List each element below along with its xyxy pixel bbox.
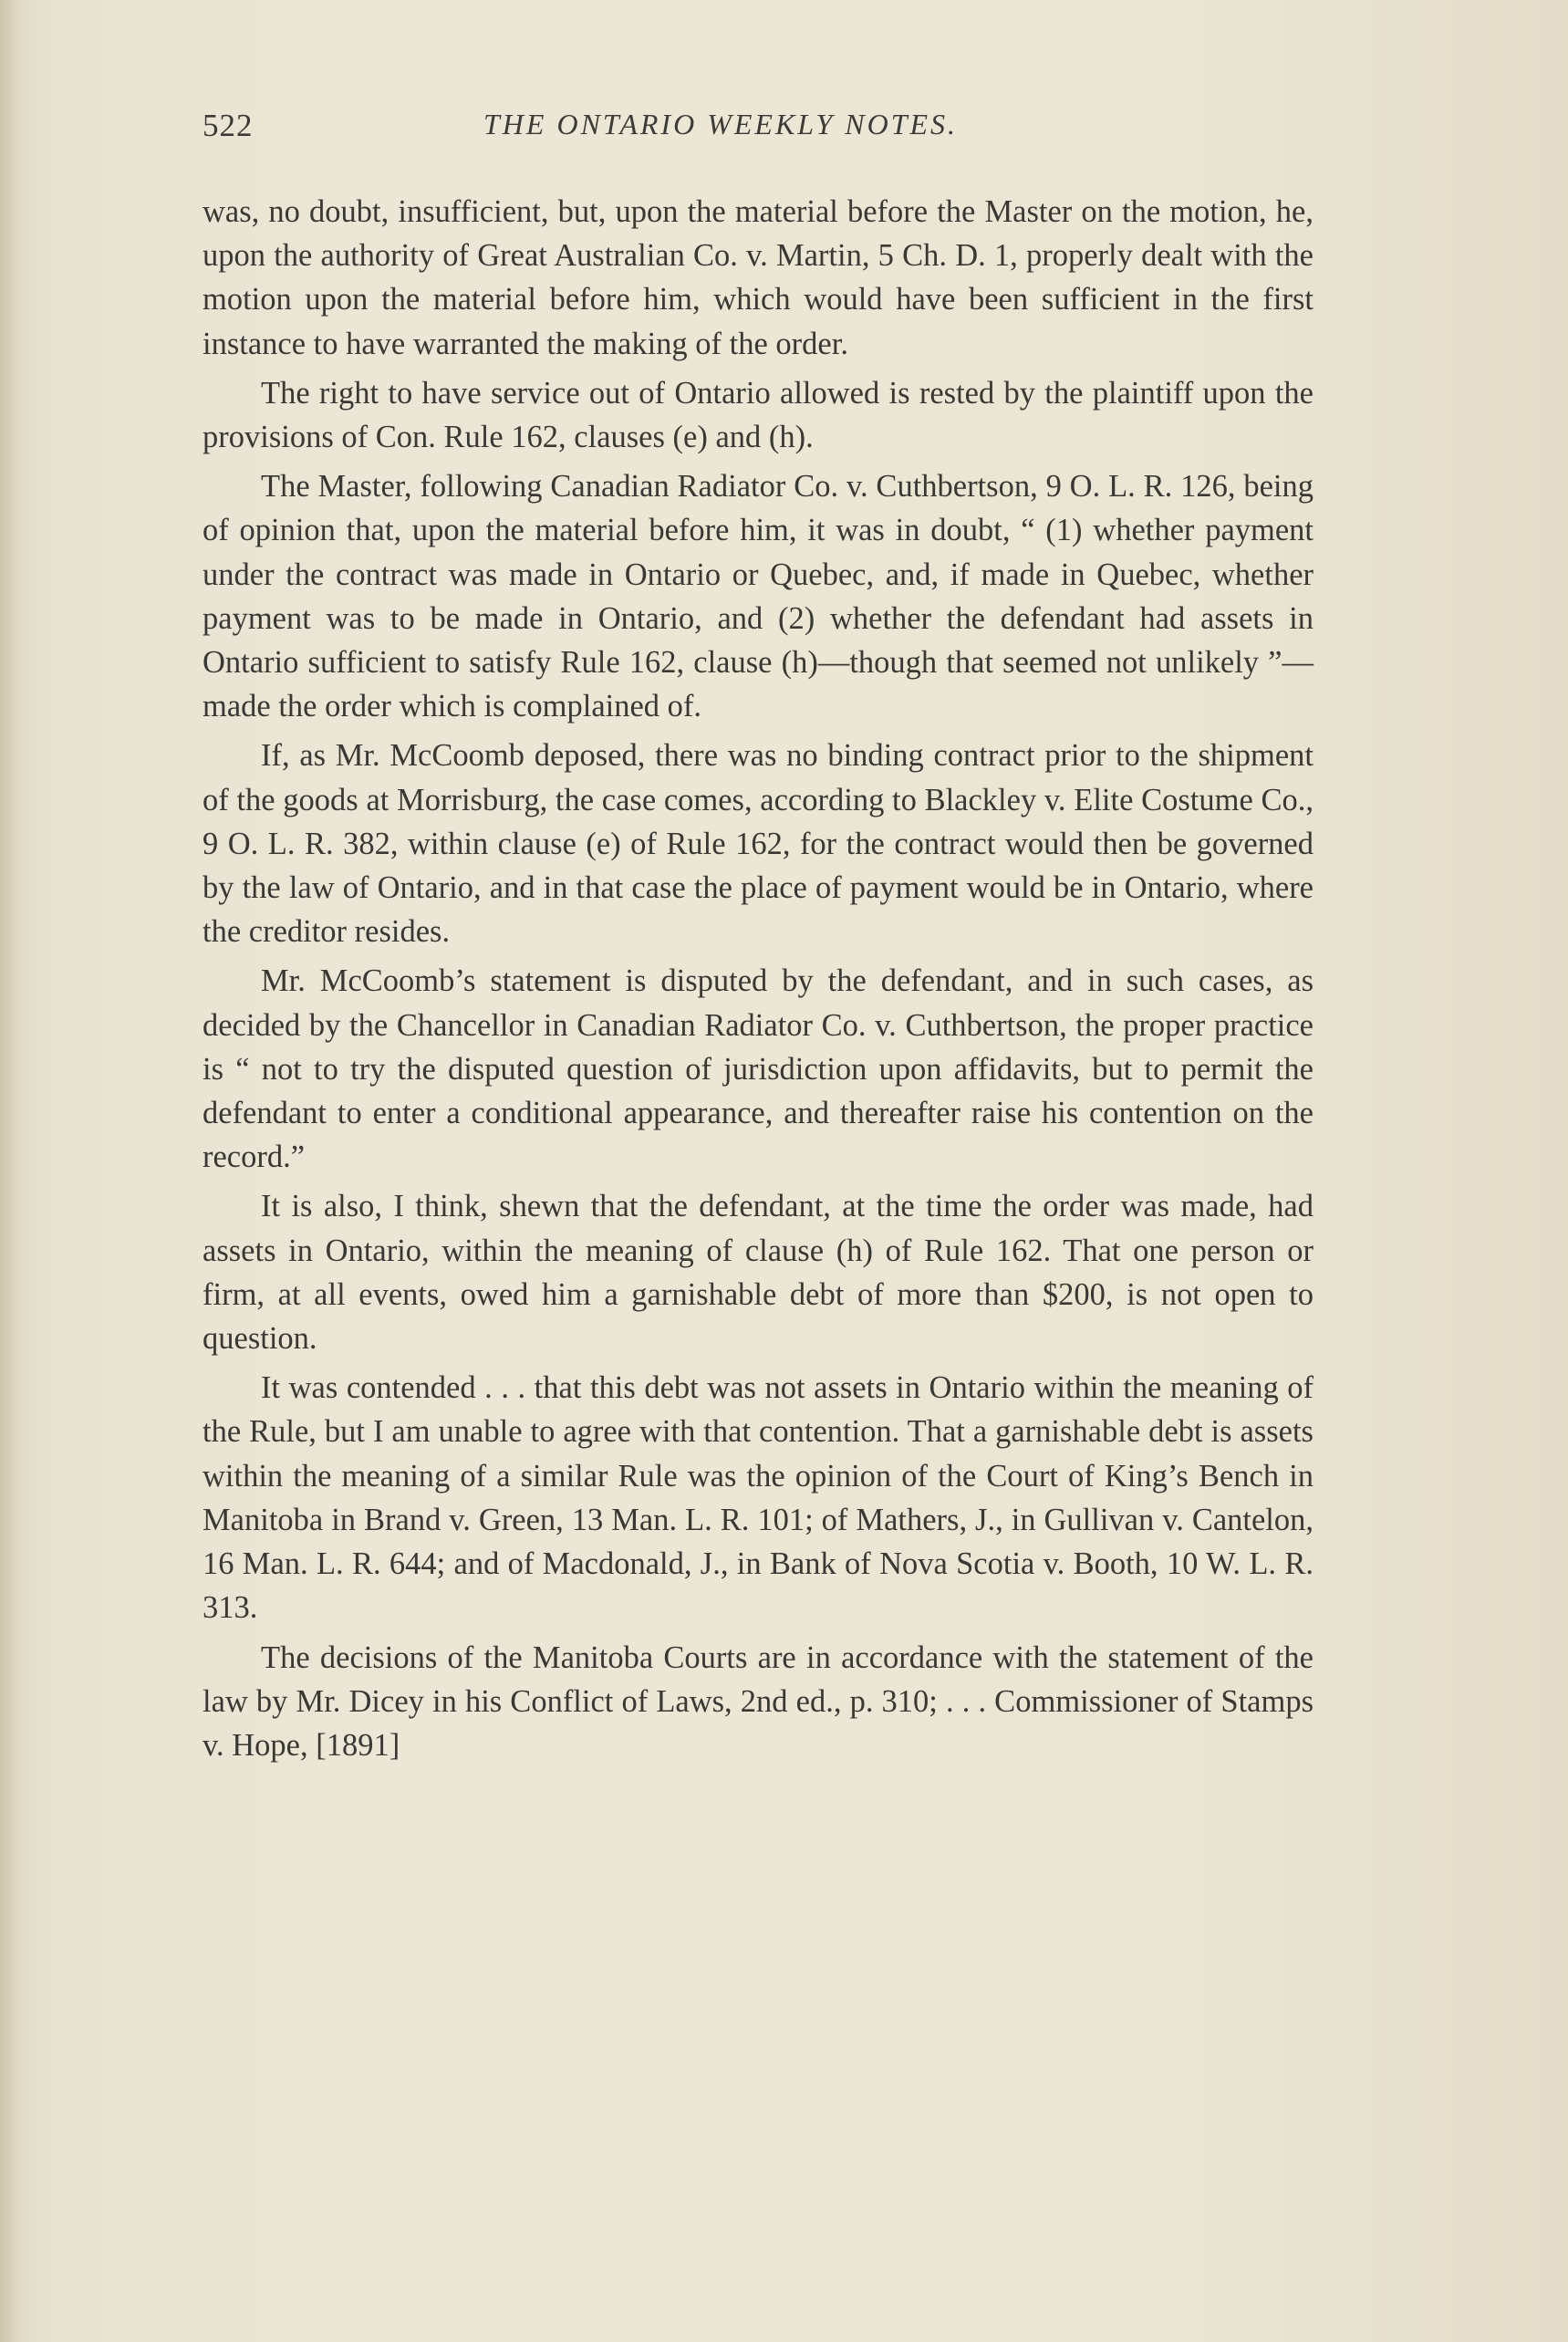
paragraph-6: It is also, I think, shewn that the defendant, at the time the order was made, had assets in Ontario, within the meaning of clause (h) of Rule 162. That one person or firm, at all events, owed him a garnishable debt of more than $200, is not open to question. — [202, 1189, 1314, 1357]
paragraph-3: The Master, following Canadian Radiator Co. v. Cuthbertson, 9 O. L. R. 126, being of opinion that, upon the material before him, it was in doubt, “ (1) whether payment under the contract was made in Ontario or Quebec, and, if made in Quebec, whether payment was to be made in Ontario, and (2) whether the defendant had assets in Ontario sufficient to satisfy Rule 162, clause (h)—though that seemed not unlikely ”—made the order which is complained of. — [202, 469, 1314, 724]
paragraph-4: If, as Mr. McCoomb deposed, there was no binding contract prior to the shipment of the goods at Morrisburg, the case comes, according to Blackley v. Elite Costume Co., 9 O. L. R. 382, within clause (e) of Rule 162, for the contract would then be governed by the law of Ontario, and in that case the place of payment would be in Ontario, where the creditor resides. — [202, 738, 1314, 950]
running-title: THE ONTARIO WEEKLY NOTES. — [483, 108, 959, 141]
paragraph-5: Mr. McCoomb’s statement is disputed by the defendant, and in such cases, as decided by the Chancellor in Canadian Radiator Co. v. Cuthbertson, the proper practice is “ not to try the disputed question of jurisdiction upon affidavits, but to permit the defendant to enter a conditional appearance, and thereafter raise his contention on the record.” — [202, 963, 1314, 1175]
page-header — [202, 108, 1315, 162]
paragraph-2: The right to have service out of Ontario allowed is rested by the plaintiff upon the provisions of Con. Rule 162, clauses (e) and (h). — [202, 375, 1314, 455]
paragraph-1: was, no doubt, insufficient, but, upon the material before the Master on the motion, he, upon the authority of Great Australian Co. v. Martin, 5 Ch. D. 1, properly dealt with the motion upon the material before him, which would have been sufficient in the first instance to have warranted the making of the order. — [202, 194, 1314, 361]
page-number: 522 — [202, 108, 254, 143]
paragraph-8: The decisions of the Manitoba Courts are in accordance with the statement of the law by Mr. Dicey in his Conflict of Laws, 2nd ed., p. 310; . . . Commissioner of Stamps v. Hope, [1891] — [202, 1639, 1314, 1763]
paragraph-7: It was contended . . . that this debt was not assets in Ontario within the meaning of the Rule, but I am unable to agree with that contention. That a garnishable debt is assets within the meaning of a similar Rule was the opinion of the Court of King’s Bench in Manitoba in Brand v. Green, 13 Man. L. R. 101; of Mathers, J., in Gullivan v. Cantelon, 16 Man. L. R. 644; and of Macdonald, J., in Bank of Nova Scotia v. Booth, 10 W. L. R. 313. — [202, 1370, 1314, 1626]
body-text — [202, 190, 1314, 1773]
page-binding-edge — [0, 0, 20, 2342]
